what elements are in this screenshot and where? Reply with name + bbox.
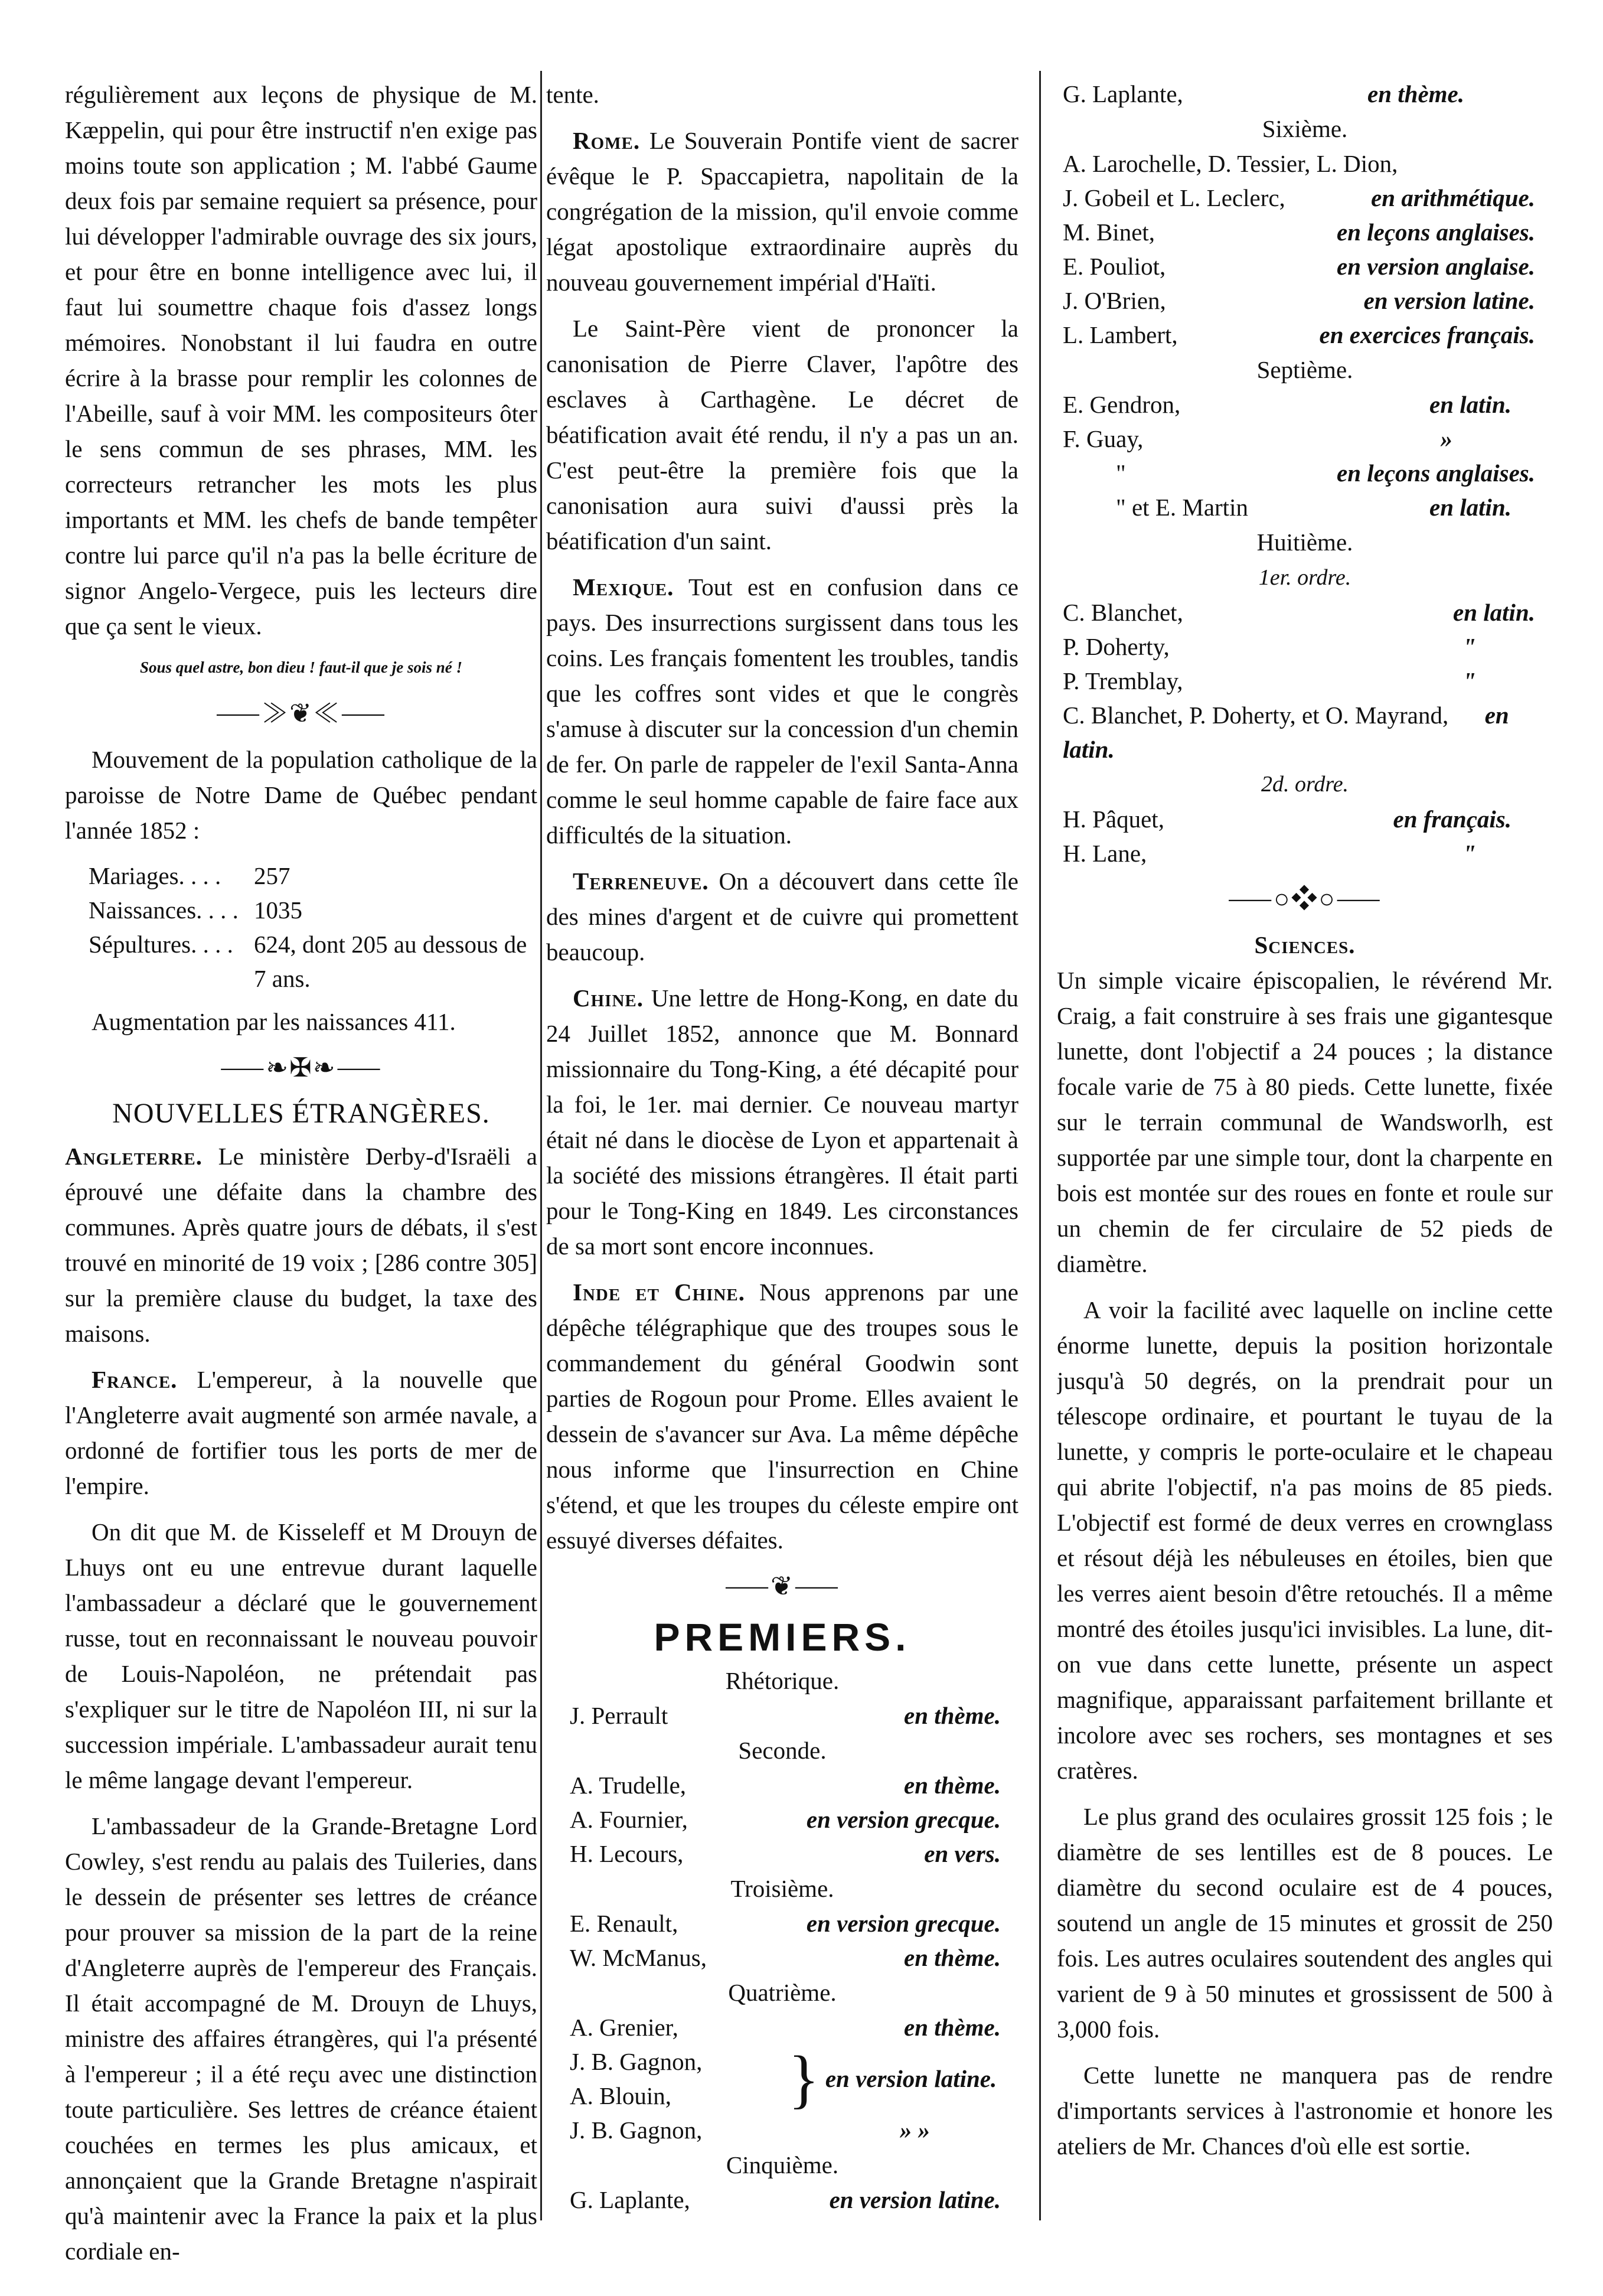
column-rule-2 <box>1039 71 1041 2220</box>
section-heading-sciences: Sciences. <box>1254 931 1356 958</box>
prize-name: E. Renault, <box>570 1910 678 1937</box>
prize-row <box>1057 698 1553 767</box>
news-label: Terreneuve. <box>573 867 709 895</box>
brace-names <box>570 2044 782 2113</box>
ornament-divider: ⸺❧✠❧⸺ <box>220 1053 383 1082</box>
prize-name: A. Grenier, <box>570 2014 678 2041</box>
section-heading: NOUVELLES ÉTRANGÈRES. <box>112 1098 490 1129</box>
news-text: Tout est en confusion dans ce pays. Des insurrections surgissent dans tous les coins. Les français fomentent les troubles, tandis que les coffres sont vides et que le congrès s'amuse à discuter sur la concession d'un chemin de fer. On parle de rappeler de l'exil Santa-Anna comme le seul homme capable de faire face aux difficultés de la situation. <box>546 573 1018 849</box>
prize-subject: en latin. <box>1453 599 1535 626</box>
paragraph: Le Saint-Père vient de prononcer la canonisation de Pierre Claver, l'apôtre des esclaves à Carthagène. Le décret de béatification avait été rendu, il n'y a pas un an. C'est peut-être la première fois que la canonisation aura suivi d'aussi près la béatification d'un saint. <box>546 315 1018 555</box>
prize-row <box>546 2113 1018 2147</box>
prize-name: E. Gendron, <box>1063 391 1181 418</box>
population-intro: Mouvement de la population catholique de la paroisse de Notre Dame de Québec pendant l'année 1852 : <box>65 746 537 844</box>
paragraph: L'ambassadeur de la Grande-Bretagne Lord Cowley, s'est rendu au palais des Tuileries, dans le dessein de présenter ses lettres de créance pour prouver sa mission de la part de la reine d'Angleterre auprès de l'empereur des Français. Il était accompagné de M. Drouyn de Lhuys, ministre des affaires étrangères, qui l'a présenté à l'empereur ; il a été reçu avec une distinction toute particulière. Ses lettres de créance étaient couchées en termes les plus amicaux, et annonçaient que la Grande Bretagne n'aspirait qu'à maintenir avec la France la paix et la plus cordiale en- <box>65 1812 537 2265</box>
prize-row <box>1057 595 1553 630</box>
prize-name: A. Trudelle, <box>570 1772 687 1799</box>
prize-row <box>1057 283 1553 318</box>
prize-brace-group <box>546 2044 1018 2113</box>
paragraph: Le plus grand des oculaires grossit 125 fois ; le diamètre de ses lentilles est de 8 pouces. Le diamètre du second oculaire est de 4 pouces, soutend un angle de 15 minutes et grossit de 250 fois. Les autres oculaires soutendent des angles qui varient de 9 à 50 minutes et grossissent de 500 à 3,000 fois. <box>1057 1803 1553 2043</box>
news-label: Angleterre. <box>65 1143 203 1170</box>
paragraph: Un simple vicaire épiscopalien, le révérend Mr. Craig, a fait construire à ses frais une gigantesque lunette, dont l'objectif a 24 pouces ; la distance focale varie de 75 à 80 pieds. Cette lunette, fixée sur le terrain communal de Wandsworlh, est supportée par une simple tour, dont la charpente en bois est montée sur des roues en fonte et roule sur un chemin de fer circulaire de 52 pieds de diamètre. <box>1057 967 1553 1277</box>
ornament-divider: ⸺≫❦≪⸺ <box>216 699 387 728</box>
class-title: Sixième. <box>1262 115 1348 142</box>
class-title: Troisième. <box>730 1875 834 1902</box>
news-label: France. <box>92 1366 178 1393</box>
prize-name: E. Pouliot, <box>1063 253 1166 280</box>
prize-name: W. McManus, <box>570 1944 707 1971</box>
paragraph: régulièrement aux leçons de physique de M. Kæppelin, qui pour être instructif n'en exige pas moins toute son application ; M. l'abbé Gaume deux fois par semaine requiert sa présence, pour lui développer l'admirable ouvrage des six jours, et pour être en bonne intelligence avec lui, il faut lui soumettre chaque fois d'assez longs mémoires. Nonobstant il lui faudra en outre écrire à la brasse pour remplir les colonnes de l'Abeille, sauf à voir MM. les compositeurs ôter le sens commun de ses phrases, MM. les correcteurs retrancher les mots les plus importants et MM. les chefs de bande tempêter contre lui parce qu'il n'a pas la belle écriture de signor Angelo-Vergece, puis les lecteurs dire que ça sent le vieux. <box>65 81 537 640</box>
prize-name: C. Blanchet, <box>1063 599 1183 626</box>
paragraph: On dit que M. de Kisseleff et M Drouyn de Lhuys ont eu une entrevue durant laquelle l'ambassadeur a déclaré que le gouvernement russe, tout en reconnaissant le nouveau pouvoir de Louis-Napoléon, ne prétendait pas s'expliquer sur le titre de Napoléon III, ni sur la succession impériale. L'ambassadeur aurait tenu le même langage devant l'empereur. <box>65 1518 537 1793</box>
prize-name: G. Laplante, <box>570 2186 690 2213</box>
prize-name: H. Lecours, <box>570 1840 684 1867</box>
prize-name: F. Guay, <box>1063 425 1144 452</box>
prize-row <box>1057 802 1553 836</box>
prize-name: A. Blouin, <box>570 2082 671 2109</box>
column-2 <box>546 77 1018 2285</box>
prize-row <box>1057 836 1553 870</box>
prize-subject: en latin. <box>1063 702 1509 763</box>
prize-subject: en thème. <box>904 1702 1001 1729</box>
prize-row <box>1057 181 1553 215</box>
news-item-rome <box>546 123 1018 300</box>
news-item-mexique <box>546 569 1018 853</box>
prize-row <box>1057 490 1553 524</box>
prize-names: A. Larochelle, D. Tessier, L. Dion, <box>1063 150 1398 177</box>
prize-row <box>546 1802 1018 1837</box>
prize-subject: en français. <box>1393 805 1511 833</box>
prize-name: P. Doherty, <box>1063 633 1170 660</box>
stat-label: Sépultures. . . . <box>89 931 233 958</box>
prize-names: C. Blanchet, P. Doherty, et O. Mayrand, <box>1063 702 1449 729</box>
ornament-divider: ⸺❦⸺ <box>724 1571 840 1601</box>
prize-row <box>1057 318 1553 352</box>
prize-name: " <box>1116 459 1126 487</box>
stat-value: 1035 <box>254 896 302 924</box>
prize-row <box>1057 146 1553 181</box>
news-item-terreneuve <box>546 863 1018 970</box>
stat-label: Mariages. . . . <box>89 862 221 889</box>
brace-icon: } <box>788 2043 820 2115</box>
prize-name: M. Binet, <box>1063 218 1155 246</box>
prize-subject: en vers. <box>924 1840 1001 1867</box>
column-rule-1 <box>540 71 542 2220</box>
prize-subject: en version latine. <box>825 2065 997 2092</box>
prize-row <box>1057 422 1553 456</box>
prize-subject: en thème. <box>904 2014 1001 2041</box>
prize-name: H. Pâquet, <box>1063 805 1164 833</box>
prize-row <box>1057 249 1553 283</box>
column-3 <box>1057 77 1553 2285</box>
news-text: L'empereur, à la nouvelle que l'Angleterre avait augmenté son armée navale, a ordonné de fortifier tous les ports de mer de l'empire. <box>65 1366 537 1499</box>
prize-subject: en thème. <box>1367 80 1464 107</box>
prize-row <box>1057 630 1553 664</box>
prize-subject: en version latine. <box>1363 287 1535 314</box>
prize-subject: en version grecque. <box>806 1806 1001 1833</box>
news-text: On a découvert dans cette île des mines d'argent et de cuivre qui promettent beaucoup. <box>546 867 1018 966</box>
stat-row <box>65 893 537 927</box>
ornament-divider: ⸺○❖○⸺ <box>1227 884 1382 914</box>
prize-subject: en thème. <box>904 1944 1001 1971</box>
prize-name: J. B. Gagnon, <box>570 2116 703 2144</box>
order-title: 2d. ordre. <box>1261 772 1349 797</box>
motto: Sous quel astre, bon dieu ! faut-il que je sois né ! <box>139 658 463 676</box>
news-text: Une lettre de Hong-Kong, en date du 24 Juillet 1852, annonce que M. Bonnard missionnaire du Tong-King, a été décapité pour la foi, le 1er. mai dernier. Ce nouveau martyr était né dans le diocèse de Lyon et appartenait à la société des missions étrangères. Il était parti pour le Tong-King en 1849. Les circonstances de sa mort sont encore inconnues. <box>546 984 1018 1260</box>
prize-name: J. B. Gagnon, <box>570 2048 703 2075</box>
paragraph: Augmentation par les naissances 411. <box>92 1008 456 1035</box>
prize-subject: en leçons anglaises. <box>1337 218 1535 246</box>
paragraph: tente. <box>546 81 599 108</box>
news-label: Mexique. <box>573 573 674 601</box>
prize-subject: en version anglaise. <box>1337 253 1535 280</box>
prize-subject: en version latine. <box>829 2186 1001 2213</box>
stat-row <box>65 859 537 893</box>
prize-subject: en thème. <box>904 1772 1001 1799</box>
prize-row <box>546 1768 1018 1802</box>
stat-label: Naissances. . . . <box>89 896 239 924</box>
prize-name: J. O'Brien, <box>1063 287 1166 314</box>
prize-name: " et E. Martin <box>1116 494 1248 521</box>
paragraph: A voir la facilité avec laquelle on incline cette énorme lunette, depuis la position horizontale jusqu'à 50 degrés, on la prendrait pour un télescope ordinaire, et pourtant le tuyau de la lunette, y compris le porte-oculaire et le chapeau qui abrite l'objectif, n'a pas moins de 85 pieds. L'objectif est formé de deux verres en crownglass et résout déjà les nébuleuses en étoiles, bien que les verres aient besoin d'être retouchés. Il a même montré des étoiles jusqu'ici invisibles. La lune, dit-on vue dans cette lunette, présente un aspect magnifique, apparaissant parfaitement brillante et incolore avec ses rochers, ses montagnes et ses cratères. <box>1057 1296 1553 1784</box>
prize-subject: » <box>1440 425 1452 452</box>
prize-name: J. Perrault <box>570 1702 668 1729</box>
news-item-chine <box>546 980 1018 1264</box>
prize-name: L. Lambert, <box>1063 321 1178 348</box>
prize-row <box>1057 664 1553 698</box>
prize-subject: " <box>1462 667 1476 694</box>
prize-subject: en arithmétique. <box>1371 184 1535 211</box>
class-title: Cinquième. <box>726 2151 839 2178</box>
prize-name: A. Fournier, <box>570 1806 688 1833</box>
news-text: Le Souverain Pontife vient de sacrer évêque le P. Spaccapietra, napolitain de la congrégation de la mission, qu'il envoie comme légat apostolique extraordinaire auprès du nouveau gouvernement impérial d'Haïti. <box>546 127 1018 296</box>
stat-value: 257 <box>254 862 290 889</box>
stat-value: 624, dont 205 au dessous de 7 ans. <box>254 931 527 992</box>
class-title: Quatrième. <box>728 1979 837 2006</box>
prize-row <box>1057 456 1553 490</box>
news-text: Le ministère Derby-d'Israëli a éprouvé une défaite dans la chambre des communes. Après quatre jours de débats, il s'est trouvé en minorité de 19 voix ; [286 contre 305] sur la première clause du budget, la taxe des maisons. <box>65 1143 537 1347</box>
prize-row <box>546 2183 1018 2217</box>
prize-subject: » » <box>899 2116 930 2144</box>
prize-subject: " <box>1462 633 1476 660</box>
news-item-angleterre <box>65 1139 537 1351</box>
prize-subject: en latin. <box>1429 391 1511 418</box>
prize-subject: en version grecque. <box>806 1910 1001 1937</box>
prize-subject: en exercices français. <box>1319 321 1535 348</box>
prize-row <box>546 2010 1018 2044</box>
prize-name: P. Tremblay, <box>1063 667 1183 694</box>
paragraph: Cette lunette ne manquera pas de rendre d'importants services à l'astronomie et honore les ateliers de Mr. Chances d'où elle est sortie. <box>1057 2062 1553 2160</box>
prize-row <box>546 1940 1018 1975</box>
prize-subject: en latin. <box>1429 494 1511 521</box>
news-label: Chine. <box>573 984 644 1012</box>
news-item-france <box>65 1362 537 1504</box>
news-label: Inde et Chine. <box>573 1279 746 1306</box>
news-item-inde-chine <box>546 1274 1018 1558</box>
prize-row <box>1057 387 1553 422</box>
prize-subject: en leçons anglaises. <box>1337 459 1535 487</box>
prize-name: G. Laplante, <box>1063 80 1183 107</box>
prize-name: H. Lane, <box>1063 840 1147 867</box>
prize-row <box>546 1698 1018 1733</box>
stat-row <box>65 927 537 996</box>
news-label: Rome. <box>573 127 641 154</box>
prize-names: J. Gobeil et L. Leclerc, <box>1063 184 1285 211</box>
prize-row <box>546 1837 1018 1871</box>
prize-list-title: PREMIERS. <box>654 1615 911 1659</box>
prize-row <box>1057 215 1553 249</box>
class-title: Huitième. <box>1256 529 1353 556</box>
order-title: 1er. ordre. <box>1258 565 1351 590</box>
prize-subject: " <box>1462 840 1476 867</box>
class-title: Rhétorique. <box>725 1667 840 1694</box>
prize-row <box>1057 77 1553 111</box>
column-1 <box>65 77 537 2285</box>
news-text: Nous apprenons par une dépêche télégraphique que des troupes sous le commandement du général Goodwin sont parties de Rogoun pour Prome. Elles avaient le dessein de s'avancer sur Ava. La même dépêche nous informe que l'insurrection en Chine s'étend, et que les troupes du céleste empire ont essuyé diverses défaites. <box>546 1279 1018 1554</box>
class-title: Seconde. <box>738 1737 827 1764</box>
class-title: Septième. <box>1256 356 1353 383</box>
prize-row <box>546 1906 1018 1940</box>
